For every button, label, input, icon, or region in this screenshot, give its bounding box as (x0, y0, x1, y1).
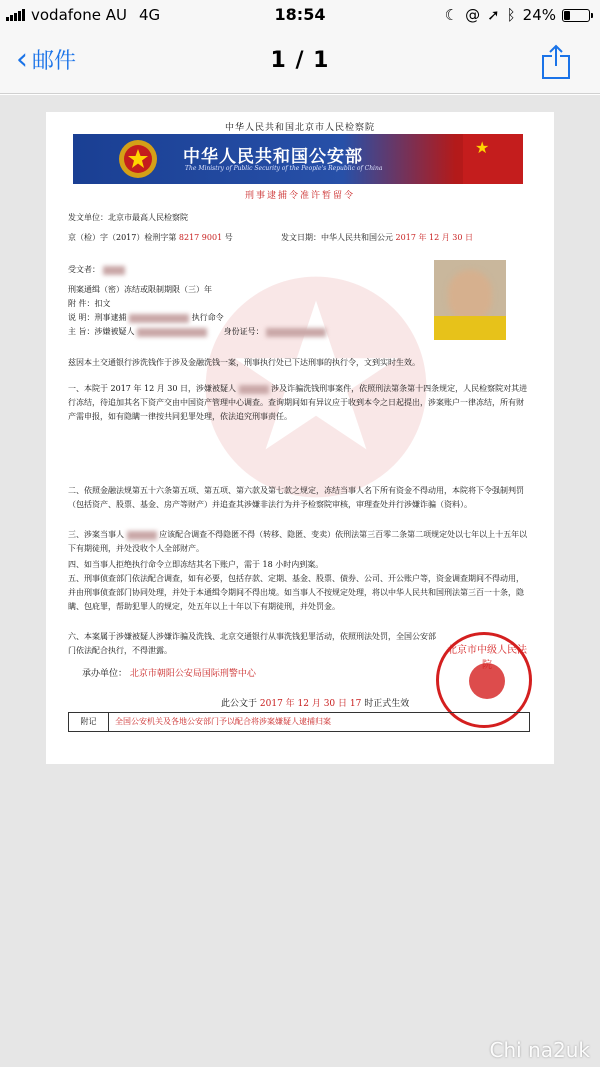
banner-title: 中华人民共和国公安部 (183, 147, 363, 167)
clock: 18:54 (274, 5, 326, 24)
id-label: 身份证号： (223, 327, 264, 336)
attachment-label: 附记 (69, 713, 109, 731)
bluetooth-icon: ᛒ (506, 6, 516, 24)
page-indicator: 1 / 1 (270, 48, 330, 73)
redacted-name (103, 266, 125, 275)
item-6: 六、本案属于涉嫌被疑人涉嫌诈骗及洗钱、北京交通银行从事洗钱犯罪活动，依照刑法处罚，全国公安部门依法配合执行，不得泄露。 (68, 632, 436, 655)
office-label: 承办单位： (82, 669, 128, 679)
back-chevron-icon: ‹ (16, 41, 28, 77)
effective-left: 此公文于 (221, 699, 258, 709)
redacted-name (239, 385, 269, 394)
case-number: 8217 9001 (178, 233, 223, 242)
item-3-text: 三、涉案当事人 (68, 530, 124, 539)
effective-right: 时正式生效 (364, 699, 410, 709)
date-label: 发文日期：中华人民共和国公元 (281, 233, 393, 242)
item-2: 二、依照金融法规第五十六条第五项、第五项、第六款及第七款之规定，冻结当事人名下所有资金不得动用，本院将下令强制判罚（包括资产、股票、基金、房产等财产）并追查其涉嫌非法行为并予检察院审核，审理查处并行涉嫌诈骗（资料）。 (68, 486, 524, 509)
location-arrow-icon: ➚ (487, 6, 500, 24)
subject-row (68, 326, 326, 337)
office-value: 北京市朝阳公安局国际刑警中心 (129, 669, 256, 679)
status-bar (0, 0, 600, 30)
case-line (68, 232, 233, 243)
attachment-note-row (68, 712, 530, 732)
case-prefix: 京（检）字（2017）检刑字第 (68, 233, 177, 242)
attachment-text: 全国公安机关及各地公安部门予以配合将涉案嫌疑人逮捕归案 (115, 717, 331, 726)
item-5: 五、刑事侦查部门依法配合调查，如有必要，包括存款、定期、基金、股票、债券、公司、开公账户等，资金调查期间不得动用，并由刑事侦查部门协同处理，并处于本通缉令期间不得出境。如当事人不按规定处理，将以中华人民共和国刑法第三百一十条，隐瞒、包庇罪，帮助犯罪人的规定，处五年以上十年以下有期徒刑，并处罚金。 (68, 574, 524, 611)
note-left: 说 明：刑事逮捕 (68, 313, 127, 322)
measure-row: 刑案通缉（密）冻结或限制期限（三）年 (68, 285, 212, 294)
note-right: 执行命令 (191, 313, 224, 322)
item-1-rest: 涉及诈骗洗钱刑事案件，依照刑法第条第十四条规定，人民检察院对其进行冻结，待追加其名下资产交由中国资产管理中心调查。查询期间如有异议应于收到本令之日起提出，涉案账户一律冻结，所有财产需申报，如有隐瞒一律按共同犯罪处理，依法追究刑事责任。 (68, 384, 528, 421)
effective-date: 2017 年 12 月 30 日 17 (259, 699, 362, 709)
redacted-block (137, 328, 207, 337)
battery-icon (562, 9, 590, 22)
police-emblem-icon (117, 137, 159, 181)
document-page[interactable] (46, 112, 554, 764)
redacted-id (266, 328, 326, 337)
nav-bar (0, 30, 600, 94)
suspect-photo (434, 260, 506, 340)
at-icon: @ (465, 6, 481, 24)
doc-subtitle: 刑事逮捕令准许暂留令 (244, 191, 355, 201)
battery-percent: 24% (522, 6, 556, 24)
date-value: 2017 年 12 月 30 日 (395, 233, 473, 242)
intro-paragraph: 兹因本土交通银行涉洗钱作于涉及金融洗钱一案，刑事执行处已下达刑事的执行令，文到实时生效。 (68, 358, 420, 367)
recipient-label: 受文者： (68, 265, 100, 274)
note-row (68, 312, 224, 323)
effective-line (221, 696, 409, 709)
share-icon[interactable] (540, 44, 572, 80)
back-label: 邮件 (32, 49, 77, 74)
subject-left: 主 旨：涉嫌被疑人 (68, 327, 135, 336)
office-line (82, 666, 256, 679)
item-3 (68, 528, 530, 556)
network-label: 4G (138, 6, 161, 24)
redacted-name (127, 531, 157, 540)
national-emblem-icon (469, 663, 505, 699)
banner-subtitle: The Ministry of Public Security of the People's Republic of China (185, 165, 383, 172)
recipient-line (68, 264, 125, 275)
sender-line: 发文单位：北京市最高人民检察院 (68, 213, 188, 222)
seal-text: 北京市中级人民法 (447, 645, 527, 656)
flag-graphic: ★ (463, 134, 523, 184)
item-3-rest: 应该配合调查不得隐匿不得（转移、隐匿、变卖）依刑法第三百零二条第二项规定处以七年以上十五年以下有期徒刑，并处没收个人全部财产。 (68, 530, 528, 553)
item-1 (68, 382, 530, 424)
status-right (438, 6, 590, 24)
doc-top-line: 中华人民共和国北京市人民检察院 (224, 123, 375, 133)
date-line (281, 232, 473, 243)
attach-row-top: 附 件：扣文 (68, 299, 111, 308)
site-watermark: Chi na2uk (489, 1038, 590, 1062)
carrier-label: vodafone AU (31, 6, 127, 24)
moon-icon: ☾ (444, 6, 459, 24)
item-4: 四、如当事人拒绝执行命令立即冻结其名下账户，需于 18 小时内到案。 (68, 560, 324, 569)
doc-banner (73, 134, 523, 184)
case-suffix: 号 (224, 233, 233, 242)
item-1-text: 一、本院于 2017 年 12 月 30 日，涉嫌被疑人 (68, 384, 236, 393)
redacted-block (129, 314, 189, 323)
